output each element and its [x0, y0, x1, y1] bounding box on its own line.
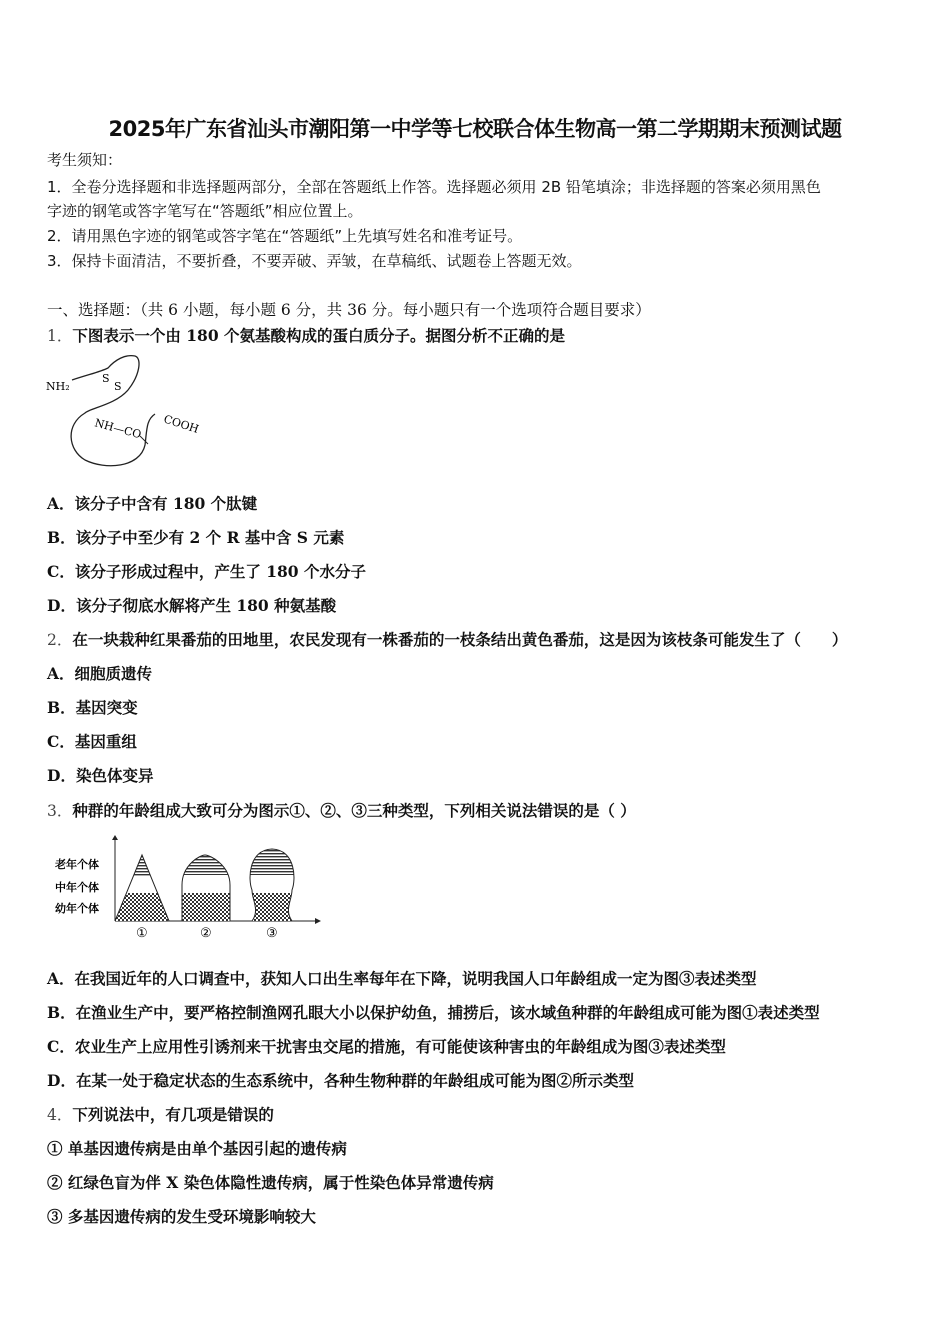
- question-stem: 下图表示一个由 180 个氨基酸构成的蛋白质分子。据图分析不正确的是: [72, 326, 566, 345]
- option: A．细胞质遗传: [47, 664, 153, 683]
- fig-label: NH₂: [46, 380, 70, 393]
- fig-label: COOH: [162, 412, 201, 436]
- question-number: 4．: [47, 1106, 73, 1124]
- question-stem: 下列说法中，有几项是错误的: [72, 1105, 274, 1124]
- question-stem: 种群的年龄组成大致可分为图示①、②、③三种类型，下列相关说法错误的是（ ）: [72, 801, 636, 820]
- question-3: [47, 801, 636, 821]
- notice-heading: 考生须知：: [47, 151, 123, 169]
- option: A．该分子中含有 180 个肽键: [47, 494, 258, 513]
- statement: ③ 多基因遗传病的发生受环境影响较大: [47, 1207, 316, 1226]
- option: B．基因突变: [47, 698, 138, 717]
- option: C．农业生产上应用性引诱剂来干扰害虫交尾的措施，有可能使该种害虫的年龄组成为图③表述类型: [47, 1037, 726, 1056]
- question-4: [47, 1105, 274, 1125]
- fig-label: NH—CO: [93, 416, 143, 442]
- fig-label: S: [102, 372, 110, 385]
- option: B．该分子中至少有 2 个 R 基中含 S 元素: [47, 528, 345, 547]
- notice-line: 1．全卷分选择题和非选择题两部分，全部在答题纸上作答。选择题必须用 2B 铅笔填涂；非选择题的答案必须用黑色: [47, 178, 821, 196]
- x-label: ③: [266, 926, 278, 941]
- protein-figure: [30, 350, 230, 480]
- notice-line: 3．保持卡面清洁，不要折叠，不要弄破、弄皱，在草稿纸、试题卷上答题无效。: [47, 252, 582, 270]
- y-label: 中年个体: [55, 881, 99, 894]
- notice-line: 字迹的钢笔或答字笔写在“答题纸”相应位置上。: [47, 202, 363, 220]
- notice-line: 2．请用黑色字迹的钢笔或答字笔在“答题纸”上先填写姓名和准考证号。: [47, 227, 523, 245]
- question-2: [47, 630, 847, 650]
- x-label: ②: [200, 926, 212, 941]
- statement: ② 红绿色盲为伴 X 染色体隐性遗传病，属于性染色体异常遗传病: [47, 1173, 494, 1192]
- section-heading: 一、选择题：（共 6 小题，每小题 6 分，共 36 分。每小题只有一个选项符合题目要求）: [47, 301, 651, 319]
- fig-label: S: [114, 380, 122, 393]
- question-stem: 在一块栽种红果番茄的田地里，农民发现有一株番茄的一枝条结出黄色番茄，这是因为该枝条可能发生了（ ）: [72, 630, 848, 649]
- question-number: 3．: [47, 802, 73, 820]
- option: D．染色体变异: [47, 766, 154, 785]
- option: B．在渔业生产中，要严格控制渔网孔眼大小以保护幼鱼，捕捞后，该水域鱼种群的年龄组成可能为图①表述类型: [47, 1003, 820, 1022]
- option: C．基因重组: [47, 732, 137, 751]
- option: A．在我国近年的人口调查中，获知人口出生率每年在下降，说明我国人口年龄组成一定为图③表述类型: [47, 969, 757, 988]
- question-number: 1．: [47, 327, 73, 345]
- question-number: 2．: [47, 631, 73, 649]
- age-structure-figure: [30, 835, 330, 945]
- y-label: 老年个体: [55, 858, 99, 871]
- y-label: 幼年个体: [55, 902, 99, 915]
- option: D．该分子彻底水解将产生 180 种氨基酸: [47, 596, 337, 615]
- option: D．在某一处于稳定状态的生态系统中，各种生物种群的年龄组成可能为图②所示类型: [47, 1071, 634, 1090]
- question-1: [47, 326, 565, 346]
- option: C．该分子形成过程中，产生了 180 个水分子: [47, 562, 366, 581]
- page-title: 2025年广东省汕头市潮阳第一中学等七校联合体生物高一第二学期期末预测试题: [108, 117, 842, 141]
- statement: ① 单基因遗传病是由单个基因引起的遗传病: [47, 1139, 347, 1158]
- x-label: ①: [136, 926, 148, 941]
